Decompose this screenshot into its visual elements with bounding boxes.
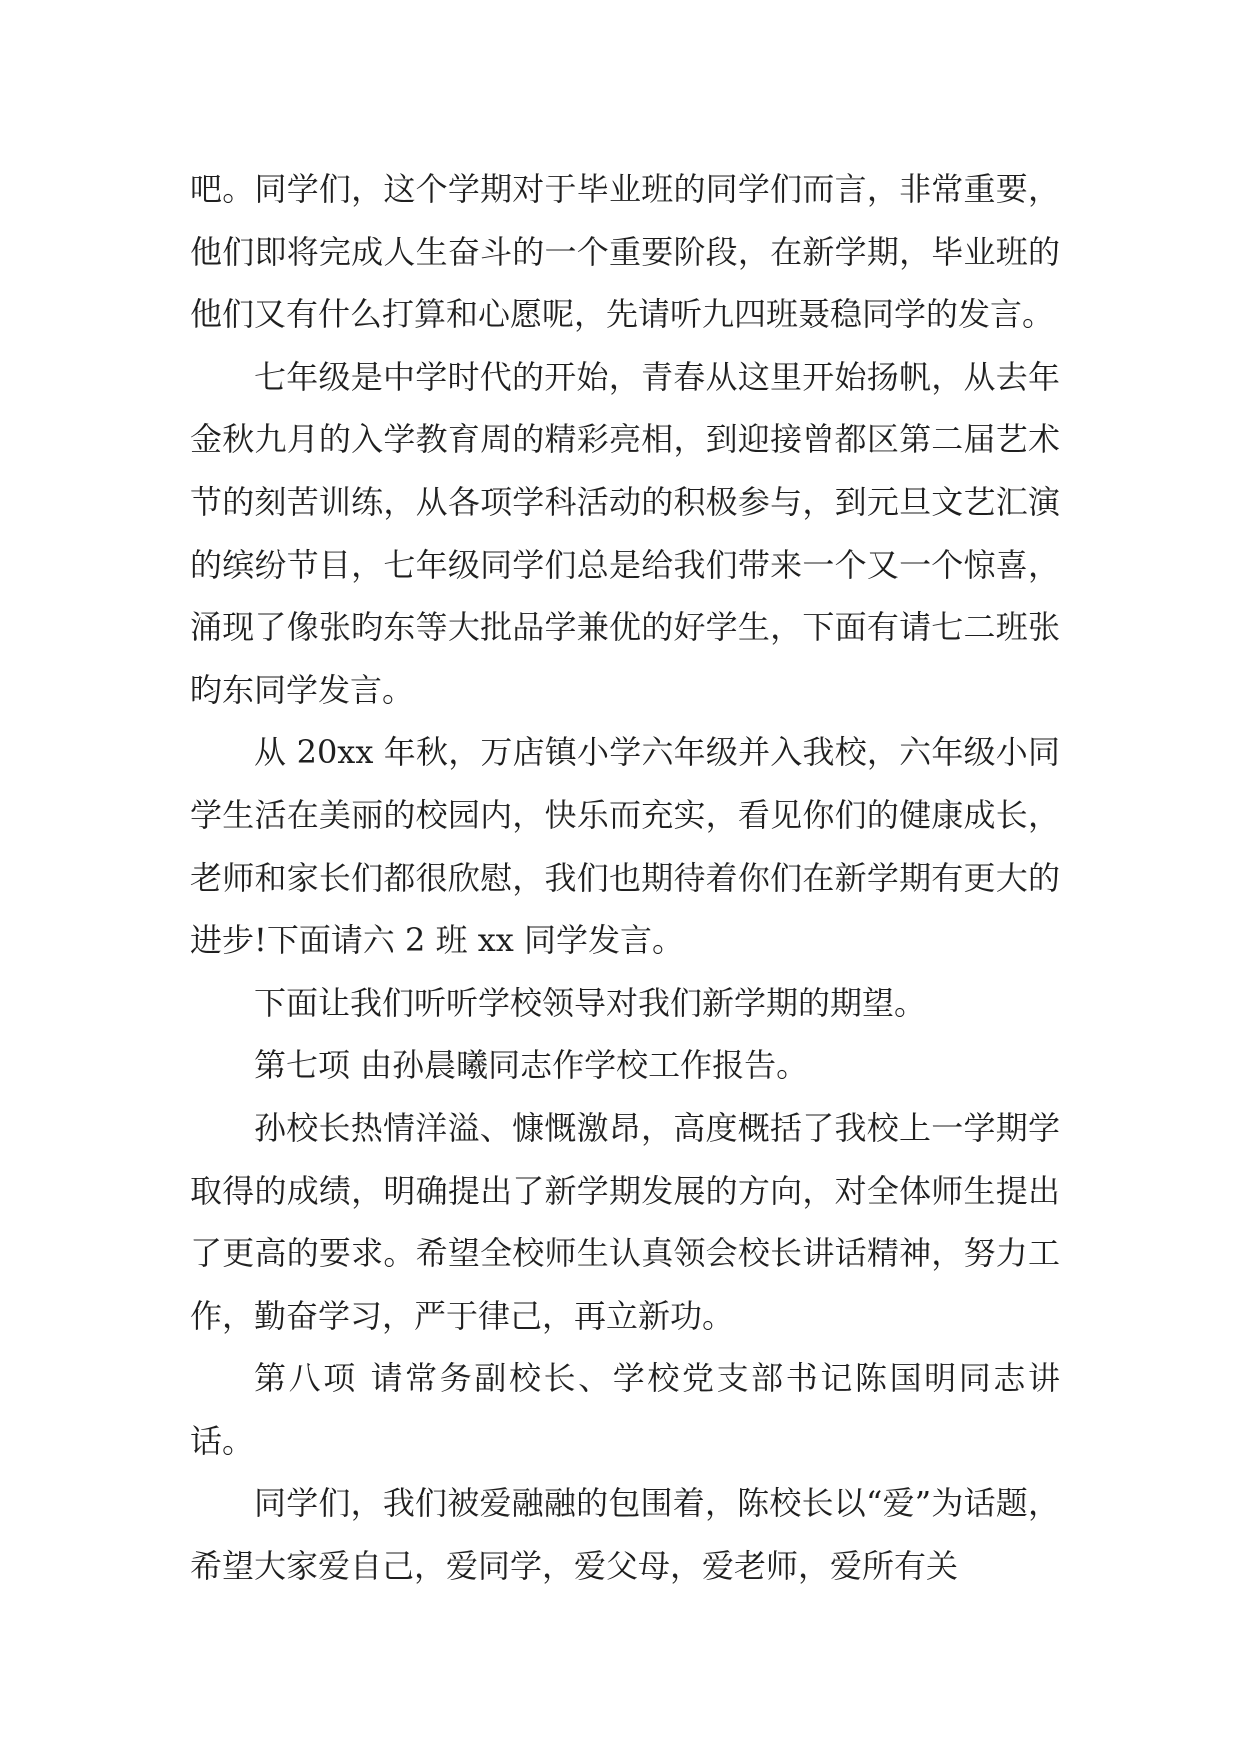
- paragraph-1: 吧。同学们，这个学期对于毕业班的同学们而言，非常重要，他们即将完成人生奋斗的一个重要阶段，在新学期，毕业班的他们又有什么打算和心愿呢，先请听九四班聂稳同学的发言。: [190, 170, 1060, 334]
- paragraph-3: 从 20xx 年秋，万店镇小学六年级并入我校，六年级小同学生活在美丽的校园内，快乐而充实，看见你们的健康成长，老师和家长们都很欣慰，我们也期待着你们在新学期有更大的进步!下面请六 2 班 xx 同学发言。: [190, 733, 1060, 960]
- document-body: [190, 158, 1060, 1598]
- paragraph-2: 七年级是中学时代的开始，青春从这里开始扬帆，从去年金秋九月的入学教育周的精彩亮相，到迎接曾都区第二届艺术节的刻苦训练，从各项学科活动的积极参与，到元旦文艺汇演的缤纷节目，七年级同学们总是给我们带来一个又一个惊喜，涌现了像张昀东等大批品学兼优的好学生，下面有请七二班张昀东同学发言。: [190, 357, 1060, 709]
- paragraph-4: 下面让我们听听学校领导对我们新学期的期望。: [254, 983, 927, 1022]
- paragraph-8: 同学们，我们被爱融融的包围着，陈校长以“爱”为话题，希望大家爱自己，爱同学，爱父母，爱老师，爱所有关: [190, 1484, 1060, 1586]
- paragraph-5: 第七项 由孙晨曦同志作学校工作报告。: [254, 1046, 809, 1085]
- paragraph-6: 孙校长热情洋溢、慷慨激昂，高度概括了我校上一学期学取得的成绩，明确提出了新学期发展的方向，对全体师生提出了更高的要求。希望全校师生认真领会校长讲话精神，努力工作，勤奋学习，严于律己，再立新功。: [190, 1108, 1060, 1335]
- paragraph-7: 第八项 请常务副校长、学校党支部书记陈国明同志讲话。: [190, 1359, 1060, 1460]
